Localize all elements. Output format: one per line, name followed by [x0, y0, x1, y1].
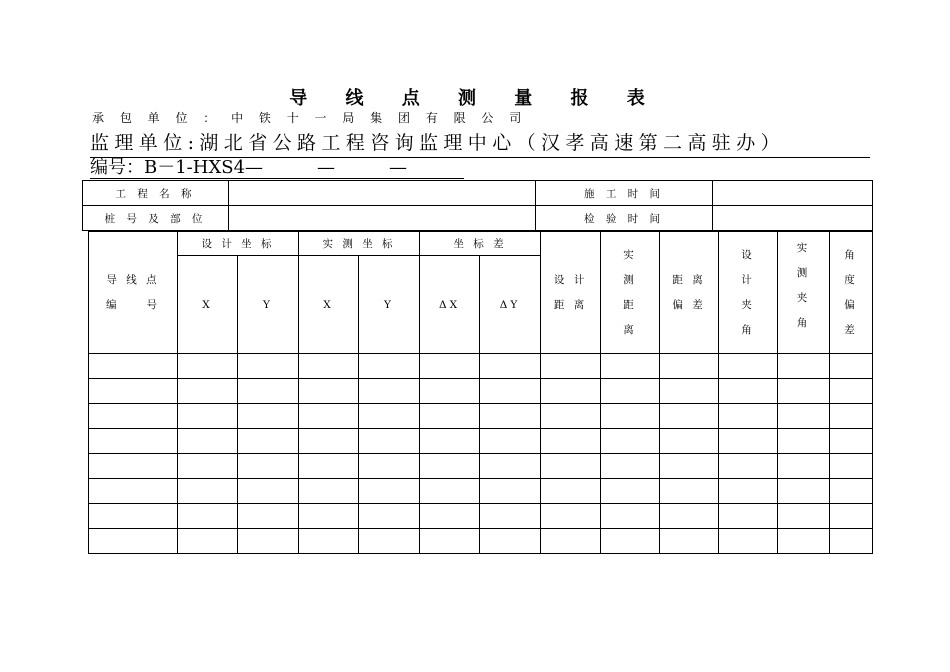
table-cell[interactable]: [541, 354, 601, 379]
station-location-label: 桩 号 及 部 位: [83, 206, 229, 231]
measured-distance-line3: 距: [623, 298, 637, 311]
table-cell[interactable]: [299, 529, 359, 554]
table-cell[interactable]: [89, 404, 178, 429]
table-cell[interactable]: [238, 429, 299, 454]
table-cell[interactable]: [778, 429, 830, 454]
table-cell[interactable]: [89, 454, 178, 479]
table-cell[interactable]: [299, 479, 359, 504]
design-distance-line1: 设 计: [553, 273, 588, 286]
distance-deviation-line1: 距 离: [672, 273, 706, 286]
table-cell[interactable]: [420, 529, 480, 554]
measured-angle-header: [778, 232, 830, 354]
table-cell[interactable]: [420, 404, 480, 429]
table-cell[interactable]: [480, 529, 541, 554]
measured-angle-line2: 测: [796, 267, 811, 279]
design-distance-header: [541, 232, 601, 354]
coord-diff-header: 坐 标 差: [420, 232, 541, 256]
table-cell[interactable]: [601, 529, 660, 554]
table-row: [89, 504, 873, 529]
table-cell[interactable]: [178, 404, 238, 429]
table-cell[interactable]: [778, 454, 830, 479]
table-cell[interactable]: [541, 529, 601, 554]
table-cell[interactable]: [299, 429, 359, 454]
info-row-station: [83, 206, 873, 231]
design-angle-line1: 设: [741, 248, 755, 261]
table-row: [89, 404, 873, 429]
table-cell[interactable]: [480, 354, 541, 379]
table-cell[interactable]: [601, 379, 660, 404]
design-distance-line2: 距 离: [553, 298, 588, 311]
table-cell[interactable]: [830, 479, 873, 504]
table-cell[interactable]: [299, 504, 359, 529]
document-number: 编号：B－1-HXS4— — —: [90, 157, 408, 178]
document-number-underline: [90, 178, 464, 179]
table-cell[interactable]: [359, 354, 420, 379]
table-cell[interactable]: [299, 354, 359, 379]
measured-distance-header: [601, 232, 660, 354]
table-row: [89, 529, 873, 554]
table-cell[interactable]: [420, 504, 480, 529]
table-cell[interactable]: [830, 379, 873, 404]
table-cell[interactable]: [719, 379, 778, 404]
survey-data-table: [88, 231, 873, 554]
table-cell[interactable]: [89, 504, 178, 529]
table-cell[interactable]: [601, 504, 660, 529]
table-cell[interactable]: [359, 429, 420, 454]
table-cell[interactable]: [541, 379, 601, 404]
table-cell[interactable]: [660, 379, 719, 404]
table-cell[interactable]: [601, 479, 660, 504]
table-cell[interactable]: [178, 354, 238, 379]
table-cell[interactable]: [830, 454, 873, 479]
table-cell[interactable]: [238, 379, 299, 404]
table-cell[interactable]: [89, 354, 178, 379]
table-cell[interactable]: [778, 379, 830, 404]
table-cell[interactable]: [778, 354, 830, 379]
table-cell[interactable]: [89, 429, 178, 454]
table-cell[interactable]: [719, 504, 778, 529]
delta-y-header: ΔY: [480, 256, 541, 354]
table-cell[interactable]: [299, 404, 359, 429]
table-cell[interactable]: [359, 379, 420, 404]
table-cell[interactable]: [660, 354, 719, 379]
distance-deviation-header: [660, 232, 719, 354]
angle-deviation-line1: 角: [844, 248, 858, 261]
table-cell[interactable]: [480, 479, 541, 504]
design-angle-line3: 夹: [741, 298, 755, 311]
table-cell[interactable]: [541, 504, 601, 529]
table-cell[interactable]: [359, 529, 420, 554]
table-cell[interactable]: [178, 504, 238, 529]
inspection-time-label: 检 验 时 间: [536, 206, 713, 231]
table-cell[interactable]: [238, 454, 299, 479]
table-cell[interactable]: [778, 504, 830, 529]
table-cell[interactable]: [719, 454, 778, 479]
delta-x-header: ΔX: [420, 256, 480, 354]
table-cell[interactable]: [89, 479, 178, 504]
data-rows: [89, 354, 873, 554]
table-cell[interactable]: [359, 404, 420, 429]
design-x-header: X: [178, 256, 238, 354]
table-cell[interactable]: [178, 479, 238, 504]
info-row-project: [83, 181, 873, 206]
table-cell[interactable]: [178, 429, 238, 454]
measured-angle-line3: 夹: [796, 292, 811, 304]
table-cell[interactable]: [660, 479, 719, 504]
station-location-value[interactable]: [229, 206, 536, 231]
table-cell[interactable]: [359, 479, 420, 504]
table-row: [89, 479, 873, 504]
table-cell[interactable]: [480, 404, 541, 429]
measured-distance-line1: 实: [623, 248, 637, 261]
table-cell[interactable]: [660, 454, 719, 479]
angle-deviation-header: [830, 232, 873, 354]
table-cell[interactable]: [601, 429, 660, 454]
table-cell[interactable]: [480, 379, 541, 404]
table-row: [89, 454, 873, 479]
table-cell[interactable]: [89, 529, 178, 554]
table-cell[interactable]: [238, 504, 299, 529]
inspection-time-value[interactable]: [713, 206, 873, 231]
table-row: [89, 429, 873, 454]
table-cell[interactable]: [238, 529, 299, 554]
contractor-line: 承 包 单 位 ： 中 铁 十 一 局 集 团 有 限 公 司: [92, 111, 528, 125]
table-cell[interactable]: [778, 479, 830, 504]
table-cell[interactable]: [541, 404, 601, 429]
table-cell[interactable]: [238, 479, 299, 504]
table-cell[interactable]: [420, 429, 480, 454]
table-cell[interactable]: [541, 479, 601, 504]
construction-time-value[interactable]: [713, 181, 873, 206]
table-cell[interactable]: [359, 454, 420, 479]
table-cell[interactable]: [480, 454, 541, 479]
table-row: [89, 379, 873, 404]
table-cell[interactable]: [420, 454, 480, 479]
distance-deviation-line2: 偏 差: [672, 298, 706, 311]
report-title: 导 线 点 测 量 报 表: [289, 88, 661, 109]
table-cell[interactable]: [480, 504, 541, 529]
point-id-header-line2: 编 号: [106, 298, 160, 311]
table-cell[interactable]: [719, 404, 778, 429]
angle-deviation-line3: 偏: [844, 298, 858, 311]
table-cell[interactable]: [238, 404, 299, 429]
construction-time-label: 施 工 时 间: [536, 181, 713, 206]
table-cell[interactable]: [778, 404, 830, 429]
table-cell[interactable]: [601, 354, 660, 379]
angle-deviation-line4: 差: [844, 323, 858, 336]
supervisor-line: 监理单位:湖北省公路工程咨询监理中心（汉孝高速第二高驻办）: [90, 130, 870, 158]
header-row-1: [89, 232, 873, 256]
measured-distance-line4: 离: [623, 323, 637, 336]
table-cell[interactable]: [480, 429, 541, 454]
table-cell[interactable]: [660, 429, 719, 454]
table-cell[interactable]: [660, 529, 719, 554]
table-cell[interactable]: [830, 404, 873, 429]
point-id-header: [89, 232, 178, 354]
table-cell[interactable]: [719, 529, 778, 554]
table-cell[interactable]: [660, 504, 719, 529]
table-cell[interactable]: [299, 454, 359, 479]
angle-deviation-line2: 度: [844, 273, 858, 286]
table-cell[interactable]: [359, 504, 420, 529]
table-cell[interactable]: [719, 354, 778, 379]
table-cell[interactable]: [178, 454, 238, 479]
measured-angle-line4: 角: [796, 317, 811, 329]
table-cell[interactable]: [719, 429, 778, 454]
design-coord-header: 设 计 坐 标: [178, 232, 299, 256]
table-row: [89, 354, 873, 379]
table-cell[interactable]: [238, 354, 299, 379]
table-cell[interactable]: [299, 379, 359, 404]
design-angle-header: [719, 232, 778, 354]
table-cell[interactable]: [601, 404, 660, 429]
table-cell[interactable]: [830, 504, 873, 529]
table-cell[interactable]: [178, 379, 238, 404]
design-y-header: Y: [238, 256, 299, 354]
measured-y-header: Y: [359, 256, 420, 354]
table-cell[interactable]: [89, 379, 178, 404]
measured-distance-line2: 测: [623, 273, 637, 286]
table-cell[interactable]: [420, 354, 480, 379]
measured-x-header: X: [299, 256, 359, 354]
project-info-table: [82, 180, 873, 231]
table-cell[interactable]: [660, 404, 719, 429]
design-angle-line4: 角: [741, 323, 755, 336]
table-cell[interactable]: [778, 529, 830, 554]
table-cell[interactable]: [420, 379, 480, 404]
project-name-value[interactable]: [229, 181, 536, 206]
project-name-label: 工 程 名 称: [83, 181, 229, 206]
table-cell[interactable]: [830, 354, 873, 379]
table-cell[interactable]: [420, 479, 480, 504]
measured-angle-line1: 实: [796, 242, 811, 254]
point-id-header-line1: 导 线 点: [106, 273, 160, 286]
table-cell[interactable]: [830, 529, 873, 554]
measured-coord-header: 实 测 坐 标: [299, 232, 420, 256]
design-angle-line2: 计: [741, 273, 755, 286]
table-cell[interactable]: [830, 429, 873, 454]
table-cell[interactable]: [719, 479, 778, 504]
table-cell[interactable]: [541, 429, 601, 454]
table-cell[interactable]: [178, 529, 238, 554]
table-cell[interactable]: [541, 454, 601, 479]
table-cell[interactable]: [601, 454, 660, 479]
